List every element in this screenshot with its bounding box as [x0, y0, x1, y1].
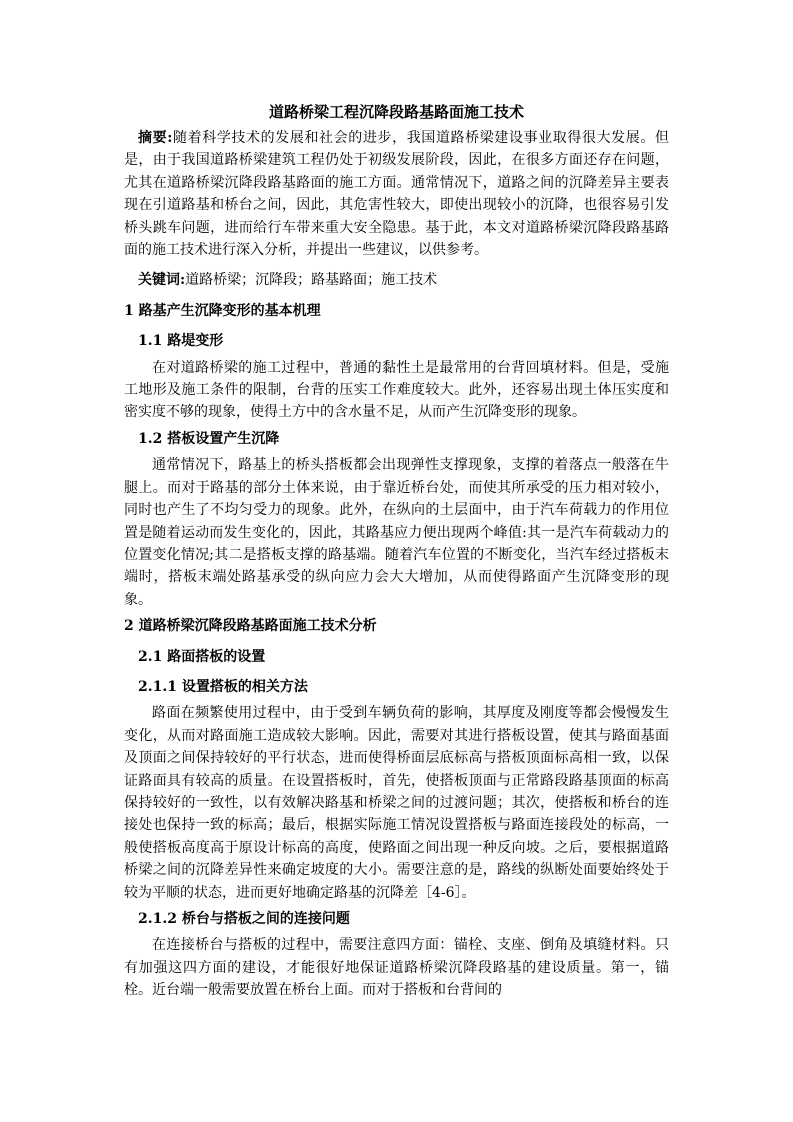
abstract-text: 随着科学技术的发展和社会的进步，我国道路桥梁建设事业取得很大发展。但是，由于我国道路桥梁建筑工程仍处于初级发展阶段，因此，在很多方面还存在问题，尤其在道路桥梁沉降段路基路面的施工方面。通常情况下，道路之间的沉降差异主要表现在引道路基和桥台之间，因此，其危害性较大，即使出现较小的沉降，也很容易引发桥头跳车问题，进而给行车带来重大安全隐患。基于此，本文对道路桥梁沉降段路基路面的施工技术进行深入分析，并提出一些建议，以供参考。: [124, 130, 670, 259]
section-1-heading: 1 路基产生沉降变形的基本机理: [124, 302, 321, 319]
article-title: 道路桥梁工程沉降段路基路面施工技术: [268, 103, 524, 121]
section-2-1-2-heading: 2.1.2 桥台与搭板之间的连接问题: [138, 911, 350, 927]
keywords-label: 关键词:: [138, 272, 186, 289]
keywords-paragraph: [124, 269, 669, 291]
section-2-1-1-paragraph: 路面在频繁使用过程中，由于受到车辆负荷的影响，其厚度及刚度等都会慢慢发生变化，从而对路面施工造成较大影响。因此，需要对其进行搭板设置，使其与路面基面及顶面之间保持较好的平行状态，进而使得桥面层底标高与搭板顶面标高相一致，以保证路面具有较高的质量。在设置搭板时，首先，使搭板顶面与正常路段路基顶面的标高保持较好的一致性，以有效解决路基和桥梁之间的过渡问题；其次，使搭板和桥台的连接处也保持一致的标高；最后，根据实际施工情况设置搭板与路面连接段处的标高，一般使搭板高度高于原设计标高的高度，使路面之间出现一种反向坡。之后，要根据道路桥梁之间的沉降差异性来确定坡度的大小。需要注意的是，路线的纵断处面要始终处于较为平顺的状态，进而更好地确定路基的沉降差［4-6］。: [124, 705, 669, 901]
section-1-1-heading: 1.1 路堤变形: [138, 333, 224, 350]
section-2-heading: 2 道路桥梁沉降段路基路面施工技术分析: [124, 618, 377, 635]
section-1-1-paragraph: 在对道路桥梁的施工过程中，普通的黏性土是最常用的台背回填材料。但是，受施工地形及施工条件的限制，台背的压实工作难度较大。此外，还容易出现土体压实度和密实度不够的现象，使得土方中的含水量不足，从而产生沉降变形的现象。: [124, 359, 669, 421]
section-2-1-2-paragraph: 在连接桥台与搭板的过程中，需要注意四方面：锚栓、支座、倒角及填缝材料。只有加强这四方面的建设，才能很好地保证道路桥梁沉降段路基的建设质量。第一，锚栓。近台端一般需要放置在桥台上面。而对于搭板和台背间的: [124, 937, 669, 999]
section-2-1-1-heading: 2.1.1 设置搭板的相关方法: [138, 678, 308, 695]
section-2-1-heading: 2.1 路面搭板的设置: [138, 648, 266, 665]
abstract-paragraph: [124, 127, 669, 261]
keywords-text: 道路桥梁；沉降段；路基路面；施工技术: [185, 272, 438, 289]
section-1-2-heading: 1.2 搭板设置产生沉降: [138, 430, 280, 447]
abstract-label: 摘要:: [138, 130, 173, 146]
article-body: [124, 101, 669, 1002]
section-1-2-paragraph: 通常情况下，路基上的桥头搭板都会出现弹性支撑现象，支撑的着落点一般落在牛腿上。而对于路基的部分土体来说，由于靠近桥台处，而使其所承受的压力相对较小，同时也产生了不均匀受力的现象。此外，在纵向的土层面中，由于汽车荷载力的作用位置是随着运动而发生变化的，因此，其路基应力便出现两个峰值:其一是汽车荷载动力的位置变化情况;其二是搭板支撑的路基端。随着汽车位置的不断变化，当汽车经过搭板末端时，搭板末端处路基承受的纵向应力会大大增加，从而使得路面产生沉降变形的现象。: [124, 457, 669, 608]
